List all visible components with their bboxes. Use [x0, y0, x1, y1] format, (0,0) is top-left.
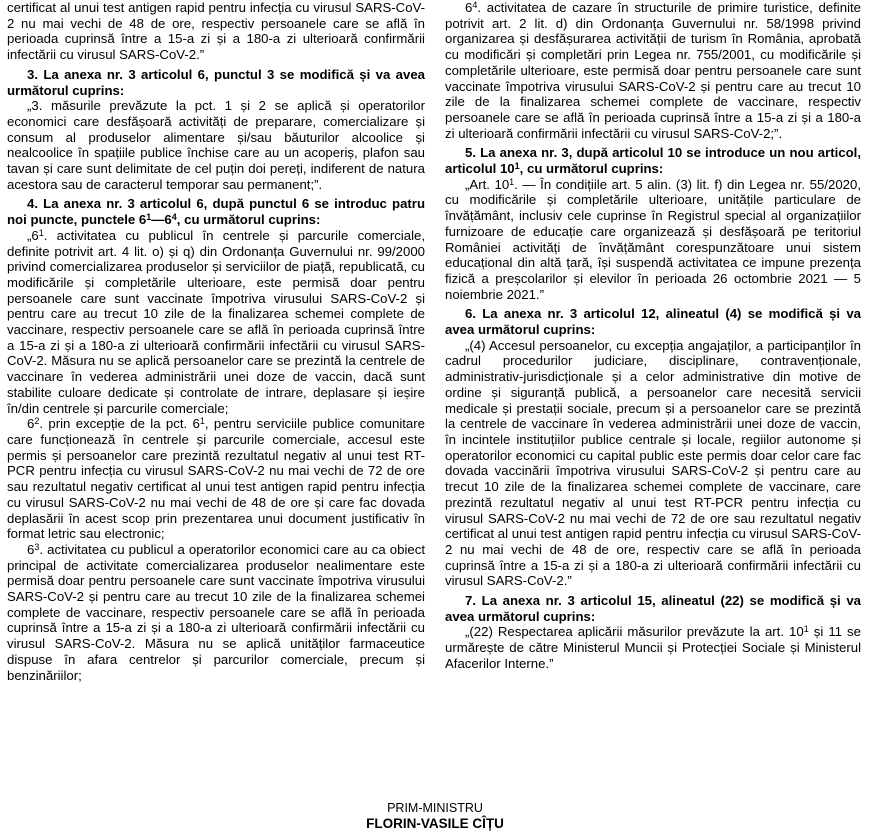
- point-body: . activitatea cu publicul în centrele și parcurile comerciale, definite potrivit art. 4 lit. o) și q) din Ordonanța Guvernului nr. 99/2000 privind comercializarea produselor și serviciilor de piață, republicată, cu modificările și completările ulterioare, este permisă doar pentru persoanele care sunt vaccinate împotriva virusului SARS-CoV-2 și pentru care au trecut 10 zile de la finalizarea schemei complete de vaccinare, respectiv persoanele care se află în perioada cuprinsă între a 15-a zi și a 180-a zi ulterioară confirmării infectării cu virusul SARS-CoV-2. Măsura nu se aplică persoanelor care se prezintă la centrele de vaccinare în vederea administrării unei doze de vaccin, dacă sunt stabilite culoare dedicate și controlate de intrare, deplasare și ieșire în/din centrele și parcurile comerciale;: [7, 227, 425, 416]
- point-body: . activitatea de cazare în structurile de primire turistice, definite potrivit art. 2 lit. d) din Ordonanța Guvernului nr. 58/1998 privind organizarea și desfășurarea activității de turism în România, aprobată cu modificări și completări prin Legea nr. 755/2001, cu modificările și completările ulterioare, este permisă doar pentru persoanele care sunt vaccinate împotriva virusului SARS-CoV-2 și pentru care au trecut 10 zile de la finalizarea schemei complete de vaccinare, respectiv persoanele care se află în perioada cuprinsă între a 15-a zi și a 180-a zi ulterioară confirmării infectării cu virusul SARS-CoV-2;”.: [445, 0, 861, 141]
- point-body: , pentru serviciile publice comunitare care funcționează în centrele și parcurile comerciale, accesul este permis și persoanelor care prezintă rezultatul negativ al unui test RT-PCR pentru infecția cu virusul SARS-CoV-2 nu mai vechi de 72 de ore sau rezultatul negativ certificat al unui test antigen rapid pentru infecția cu virusul SARS-CoV-2 nu mai vechi de 48 de ore și care fac dovada deplasării în acest scop prin prezentarea unui document justificativ în format letric sau electronic;: [7, 416, 425, 542]
- superscript: 1: [38, 227, 44, 238]
- point-number: 6: [27, 416, 35, 432]
- article-number: „Art. 10: [465, 176, 510, 192]
- superscript: 4: [472, 0, 478, 10]
- left-column: [7, 0, 425, 683]
- point-6-3-text: [7, 542, 425, 683]
- amendment-4-heading: [7, 196, 425, 227]
- article-body: . — În condițiile art. 5 alin. (3) lit. f) din Legea nr. 55/2020, cu modificările și completările ulterioare, unitățile particulare de învățământ, inclusiv cele cuprinse în Registrul special al organizațiilor furnizoare de educație care organizează și desfășoară pe teritoriul României activități de învățământ corespunzătoare unui sistem educațional din altă țară, își suspendă activitatea ce impune prezența fizică a preșcolarilor și elevilor în perioada 26 octombrie 2021 — 5 noiembrie 2021.”: [445, 176, 861, 302]
- point-6-2-text: [7, 416, 425, 542]
- amendment-4-text: , cu următorul cuprins:: [176, 212, 321, 228]
- point-number: „6: [27, 227, 39, 243]
- amendment-3-heading: 3. La anexa nr. 3 articolul 6, punctul 3 se modifică și va avea următorul cuprins:: [7, 66, 425, 98]
- amendment-5-text: 5. La anexa nr. 3, după articolul 10 se introduce un nou articol, articolul 10: [445, 145, 861, 177]
- paragraph-continued: certificat al unui test antigen rapid pentru infecția cu virusul SARS-CoV-2 nu mai vechi de 48 de ore, respectiv persoanele care se află în perioada cuprinsă între a 15-a zi și a 180-a zi ulterioară confirmării infectării cu virusul SARS-CoV-2.”: [7, 0, 425, 63]
- superscript: 1: [146, 212, 152, 223]
- signature-block: [0, 801, 870, 832]
- paragraph-4-text: „(4) Accesul persoanelor, cu excepția angajaților, a participanților în cadrul procedurilor judiciare, disciplinare, contravenționale, administrativ-jurisdicționale și a celor administrative din motive de ordine și siguranță publică, a persoanelor care necesită servicii medicale și prestații sociale, precum și a persoanelor care se prezintă la centrele de vaccinare în vederea administrării unei doze de vaccin, în incintele instituțiilor publice centrale și locale, regiilor autonome și operatorilor economici cu capital public este permis doar celor care fac dovada vaccinării împotriva virusului SARS-CoV-2 și pentru care au trecut 10 zile de la finalizarea schemei complete de vaccinare, care prezintă rezultatul negativ al unui test RT-PCR pentru infecția cu virusul SARS-CoV-2 nu mai vechi de 72 de ore sau rezultatul negativ certificat al unui test antigen rapid pentru infecția cu virusul SARS-CoV-2 nu mai vechi de 48 de ore, respectiv care se află în perioada cuprinsă între a 15-a zi și a 180-a zi ulterioară confirmării infectării cu virusul SARS-CoV-2.”: [445, 337, 861, 589]
- point-number: 6: [465, 0, 473, 15]
- amendment-5-heading: [445, 145, 861, 176]
- point-6-1-text: [7, 228, 425, 416]
- paragraph-body: și 11 se urmărește de către Ministerul Muncii și Protecției Sociale și Ministerul Afacerilor Interne.”: [445, 624, 861, 671]
- superscript: 1: [199, 416, 205, 427]
- point-6-4-text: [445, 0, 861, 141]
- superscript: 1: [514, 161, 520, 172]
- amendment-4-text: 4. La anexa nr. 3 articolul 6, după punctul 6 se introduc patru noi puncte, punctele 6: [7, 196, 425, 228]
- superscript: 1: [509, 176, 515, 187]
- superscript: 4: [171, 212, 177, 223]
- article-10-1-text: [445, 177, 861, 303]
- point-body: . prin excepție de la pct. 6: [39, 416, 200, 432]
- signatory-title: PRIM-MINISTRU: [387, 801, 483, 815]
- signatory-name: FLORIN-VASILE CÎȚU: [366, 816, 504, 831]
- point-body: . activitatea cu publicul a operatorilor economici care au ca obiect principal de activitate comercializarea produselor nealimentare este permisă doar pentru persoanele care sunt vaccinate împotriva virusului SARS-CoV-2 și pentru care au trecut 10 zile de la finalizarea schemei complete de vaccinare, respectiv persoanele care se află în perioada cuprinsă între a 15-a zi și a 180-a zi ulterioară confirmării infectării cu virusul SARS-CoV-2. Măsura nu se aplică unităților farmaceutice dispuse în afara centrelor și parcurilor comerciale, precum și benzinăriilor;: [7, 541, 425, 683]
- paragraph-body: „(22) Respectarea aplicării măsurilor prevăzute la art. 10: [465, 624, 804, 640]
- right-column: [445, 0, 861, 672]
- superscript: 1: [803, 624, 809, 635]
- superscript: 2: [34, 416, 40, 427]
- amendment-4-text: —6: [151, 212, 172, 228]
- superscript: 3: [34, 541, 40, 552]
- amendment-5-text: , cu următorul cuprins:: [519, 161, 664, 177]
- amendment-7-heading: 7. La anexa nr. 3 articolul 15, alineatul (22) se modifică și va avea următorul cuprins:: [445, 593, 861, 624]
- paragraph-22-text: [445, 624, 861, 671]
- amendment-6-heading: 6. La anexa nr. 3 articolul 12, alineatul (4) se modifică și va avea următorul cuprins:: [445, 306, 861, 338]
- point-number: 6: [27, 541, 35, 557]
- point-3-text: „3. măsurile prevăzute la pct. 1 și 2 se aplică și operatorilor economici care desfășoară activități de preparare, comercializare și consum al produselor alimentare și/sau băuturilor alcoolice și nealcoolice în spațiile publice închise care au un acoperiș, plafon sau tavan și care sunt delimitate de cel puțin doi pereți, indiferent de natura acestora sau de caracterul temporar sau permanent;”.: [7, 98, 425, 192]
